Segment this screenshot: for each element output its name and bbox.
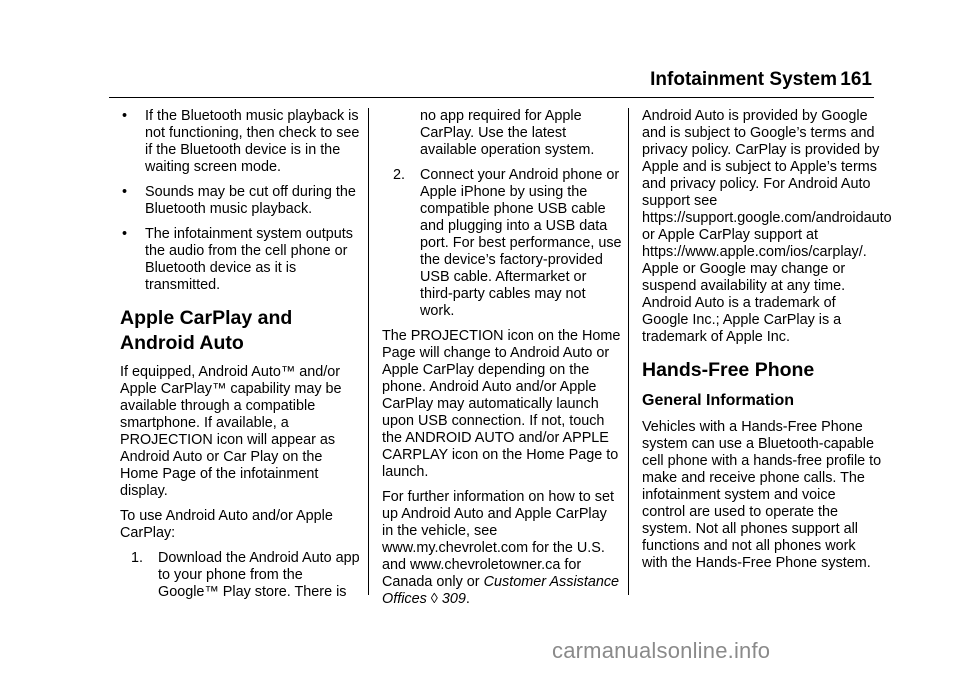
paragraph: The PROJECTION icon on the Home Page will change to Android Auto or Apple CarPlay depending on the phone. Android Auto and/or Apple CarPlay may automatically launch upon USB connection. If not, touch the ANDROID AUTO and/or APPLE CARPLAY icon on the Home Page to launch. — [382, 328, 621, 480]
step-number: 2. — [393, 167, 406, 183]
section-heading: Hands-Free Phone — [642, 359, 815, 381]
numbered-step — [120, 550, 360, 601]
section-title: Infotainment System — [650, 69, 837, 90]
numbered-step — [382, 167, 622, 320]
list-item — [120, 108, 360, 176]
bullet-text: If the Bluetooth music playback is not functioning, then check to see if the Bluetooth device is in the waiting screen mode. — [145, 108, 360, 175]
step-number: 1. — [131, 550, 144, 566]
paragraph: Vehicles with a Hands-Free Phone system can use a Bluetooth-capable cell phone with a hands-free profile to make and receive phone calls. The infotainment system and voice control are used to operate the system. Not all phones support all functions and not all phones work with the Hands-Free Phone system. — [642, 419, 882, 571]
page-reference-icon: ◊ — [430, 591, 438, 607]
reference-page-number[interactable]: 309 — [441, 591, 466, 607]
paragraph — [382, 489, 622, 608]
bullet-text: The infotainment system outputs the audio from the cell phone or Bluetooth device as it is transmitted. — [145, 226, 353, 293]
cross-reference-link[interactable]: Customer Assistance Offices — [382, 574, 620, 607]
step-continuation: no app required for Apple CarPlay. Use the latest available operation system. — [420, 108, 595, 158]
paragraph-text: For further information on how to set up Android Auto and Apple CarPlay in the vehicle, see www.my.chevrolet.com for the U.S. and www.chevroletowner.ca for Canada only or — [382, 489, 614, 590]
sentence-end: . — [465, 591, 470, 607]
paragraph: Android Auto is provided by Google and is subject to Google’s terms and privacy policy. CarPlay is provided by Apple and is subject to Apple’s terms and privacy policy. For Android Auto support see https://support.google.com/androidauto or Apple CarPlay support at https://www.apple.com/ios/carplay/. Apple or Google may change or suspend availability at any time. Android Auto is a trademark of Google Inc.; Apple CarPlay is a trademark of Apple Inc. — [642, 108, 892, 345]
section-heading: Apple CarPlay and Android Auto — [120, 307, 293, 354]
paragraph: To use Android Auto and/or Apple CarPlay: — [120, 508, 333, 541]
bullet-mark: • — [122, 226, 128, 242]
bullet-mark: • — [122, 108, 128, 124]
column-divider — [368, 108, 369, 595]
step-text: Download the Android Auto app to your phone from the Google™ Play store. There is — [158, 550, 360, 600]
watermark: carmanualsonline.info — [552, 638, 771, 663]
column-3 — [642, 108, 892, 580]
column-2 — [382, 108, 622, 616]
subsection-heading: General Information — [642, 392, 795, 409]
bullet-text: Sounds may be cut off during the Bluetooth music playback. — [145, 184, 356, 217]
list-item — [120, 184, 360, 218]
column-divider — [628, 108, 629, 595]
bullet-mark: • — [122, 184, 128, 200]
column-1 — [120, 108, 360, 609]
paragraph: If equipped, Android Auto™ and/or Apple CarPlay™ capability may be available through a compatible smartphone. If available, a PROJECTION icon will appear as Android Auto or Car Play on the Home Page of the infotainment display. — [120, 364, 342, 499]
list-item — [120, 226, 360, 294]
step-text: Connect your Android phone or Apple iPhone by using the compatible phone USB cable and plugging into a USB data port. For best performance, use the device’s factory-provided USB cable. Aftermarket or third-party cables may not work. — [420, 167, 622, 319]
header-rule — [109, 97, 874, 98]
page-number: 161 — [840, 69, 872, 90]
